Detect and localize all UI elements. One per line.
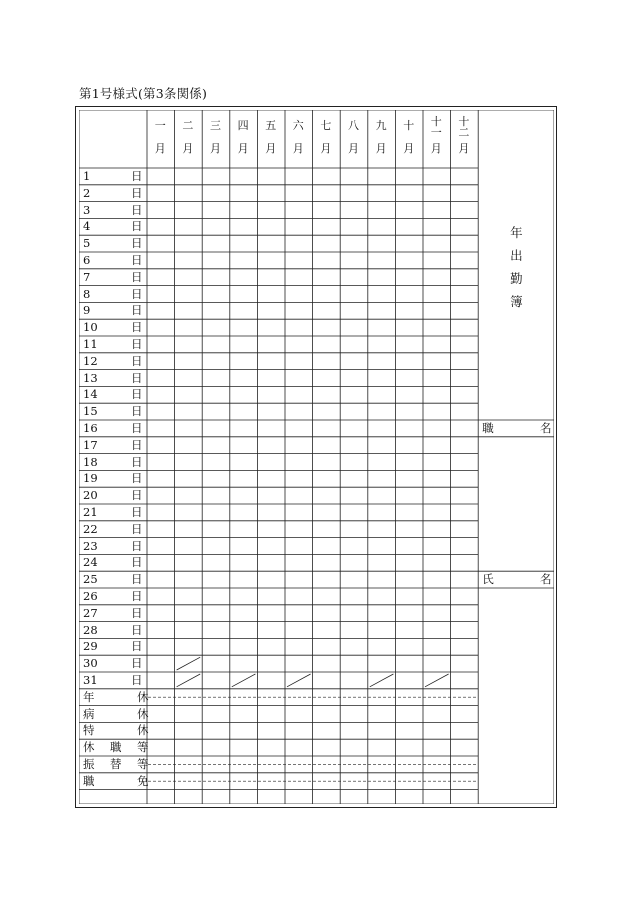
day-number: 23 xyxy=(83,538,98,553)
day-number: 10 xyxy=(83,320,98,335)
month-header-bottom: 月 xyxy=(182,142,194,155)
day-number: 16 xyxy=(83,421,98,435)
day-number: 30 xyxy=(83,656,98,671)
day-suffix: 日 xyxy=(131,454,143,469)
day-number: 25 xyxy=(83,572,98,587)
day-number: 28 xyxy=(83,622,98,637)
day-suffix: 日 xyxy=(131,605,143,620)
day-suffix: 日 xyxy=(131,236,143,251)
day-number: 7 xyxy=(83,269,91,284)
month-header-bottom: 月 xyxy=(458,142,470,155)
day-number: 6 xyxy=(83,253,91,267)
invalid-date-slash xyxy=(232,674,256,687)
day-suffix: 日 xyxy=(131,253,143,267)
month-header-bottom: 月 xyxy=(210,142,221,155)
day-number: 22 xyxy=(83,521,98,536)
invalid-date-slash xyxy=(287,674,311,687)
day-number: 1 xyxy=(83,169,91,183)
day-suffix: 日 xyxy=(131,286,143,301)
day-suffix: 日 xyxy=(131,656,143,671)
day-suffix: 日 xyxy=(131,589,143,603)
day-suffix: 日 xyxy=(131,538,143,553)
month-header-bottom: 月 xyxy=(265,142,277,155)
day-suffix: 日 xyxy=(131,337,143,351)
leave-label-char: 休 xyxy=(137,689,149,704)
month-header-bottom: 月 xyxy=(320,142,332,155)
day-suffix: 日 xyxy=(131,202,143,217)
day-suffix: 日 xyxy=(131,387,143,402)
day-suffix: 日 xyxy=(131,370,143,385)
day-suffix: 日 xyxy=(131,555,143,570)
leave-label-char: 病 xyxy=(83,706,95,721)
day-suffix: 日 xyxy=(131,421,143,435)
month-header-bottom: 月 xyxy=(375,142,387,155)
month-header-top: 五 xyxy=(265,119,277,132)
register-title-char: 出 xyxy=(510,248,523,263)
leave-label-char: 等 xyxy=(137,757,149,771)
day-number: 2 xyxy=(83,185,91,200)
month-header-top: 十 xyxy=(403,119,415,132)
form-title: 第1号様式(第3条関係) xyxy=(79,86,208,101)
day-number: 4 xyxy=(83,219,91,234)
day-number: 19 xyxy=(83,471,98,486)
month-header-top: 一 xyxy=(154,119,166,132)
day-suffix: 日 xyxy=(131,488,143,503)
day-suffix: 日 xyxy=(131,303,143,318)
month-header-top: 八 xyxy=(348,119,359,132)
name-label-char: 氏 xyxy=(482,572,494,587)
register-title-char: 簿 xyxy=(510,294,523,309)
day-number: 14 xyxy=(83,387,98,402)
position-label-char: 職 xyxy=(482,421,494,435)
day-suffix: 日 xyxy=(131,471,143,486)
leave-label-char: 特 xyxy=(83,723,95,738)
day-suffix: 日 xyxy=(131,505,143,519)
month-header-bottom: 月 xyxy=(237,142,249,155)
month-header-top-1: 十 xyxy=(458,115,470,128)
month-header-bottom: 月 xyxy=(430,142,442,155)
day-number: 12 xyxy=(83,353,98,368)
month-header-top-1: 十 xyxy=(430,115,442,128)
day-suffix: 日 xyxy=(131,673,143,687)
day-suffix: 日 xyxy=(131,219,143,234)
day-number: 18 xyxy=(83,454,98,469)
leave-label-char: 職 xyxy=(83,773,95,788)
day-number: 13 xyxy=(83,370,98,385)
month-header-top: 七 xyxy=(320,119,332,132)
invalid-date-slash xyxy=(177,657,201,670)
day-suffix: 日 xyxy=(131,169,143,183)
day-number: 20 xyxy=(83,488,98,503)
day-number: 15 xyxy=(83,404,98,419)
day-number: 11 xyxy=(83,337,98,351)
grid-lines xyxy=(79,110,554,804)
invalid-date-slash xyxy=(370,674,394,687)
month-header-bottom: 月 xyxy=(292,142,304,155)
day-number: 26 xyxy=(83,589,98,603)
register-title-char: 年 xyxy=(510,225,523,240)
month-header-top: 三 xyxy=(210,119,221,132)
day-suffix: 日 xyxy=(131,353,143,368)
day-number: 17 xyxy=(83,437,98,452)
month-header-bottom: 月 xyxy=(403,142,415,155)
day-suffix: 日 xyxy=(131,521,143,536)
month-header-bottom: 月 xyxy=(154,142,166,155)
name-label-char: 名 xyxy=(540,572,552,587)
day-suffix: 日 xyxy=(131,437,143,452)
leave-label-char: 替 xyxy=(110,757,122,771)
invalid-date-slash xyxy=(425,674,449,687)
day-number: 8 xyxy=(83,286,91,301)
day-number: 9 xyxy=(83,303,91,318)
day-number: 27 xyxy=(83,605,98,620)
day-number: 21 xyxy=(83,505,98,519)
leave-label-char: 免 xyxy=(137,773,149,788)
month-header-top: 四 xyxy=(237,119,249,132)
month-header-top: 九 xyxy=(375,119,387,132)
day-suffix: 日 xyxy=(131,572,143,587)
day-suffix: 日 xyxy=(131,622,143,637)
day-number: 3 xyxy=(83,202,91,217)
month-header-top: 六 xyxy=(292,119,304,132)
leave-label-char: 休 xyxy=(137,706,149,721)
month-header-top: 二 xyxy=(182,119,194,132)
invalid-date-slash xyxy=(177,674,201,687)
day-number: 31 xyxy=(83,673,98,687)
leave-label-char: 振 xyxy=(83,757,95,771)
month-header-top-2: 一 xyxy=(430,126,442,139)
leave-label-char: 職 xyxy=(110,740,122,755)
day-suffix: 日 xyxy=(131,185,143,200)
position-label-char: 名 xyxy=(540,421,552,435)
day-suffix: 日 xyxy=(131,639,143,654)
day-number: 5 xyxy=(83,236,91,251)
day-number: 29 xyxy=(83,639,98,654)
month-header-top-2: 二 xyxy=(458,126,470,139)
attendance-register-table xyxy=(79,110,554,804)
day-suffix: 日 xyxy=(131,404,143,419)
leave-label-char: 等 xyxy=(137,740,149,755)
leave-label-char: 年 xyxy=(83,689,95,704)
day-number: 24 xyxy=(83,555,98,570)
register-title-char: 勤 xyxy=(510,271,523,286)
month-header-bottom: 月 xyxy=(348,142,359,155)
day-suffix: 日 xyxy=(131,320,143,335)
day-suffix: 日 xyxy=(131,269,143,284)
leave-label-char: 休 xyxy=(83,740,95,755)
leave-label-char: 休 xyxy=(137,723,149,738)
